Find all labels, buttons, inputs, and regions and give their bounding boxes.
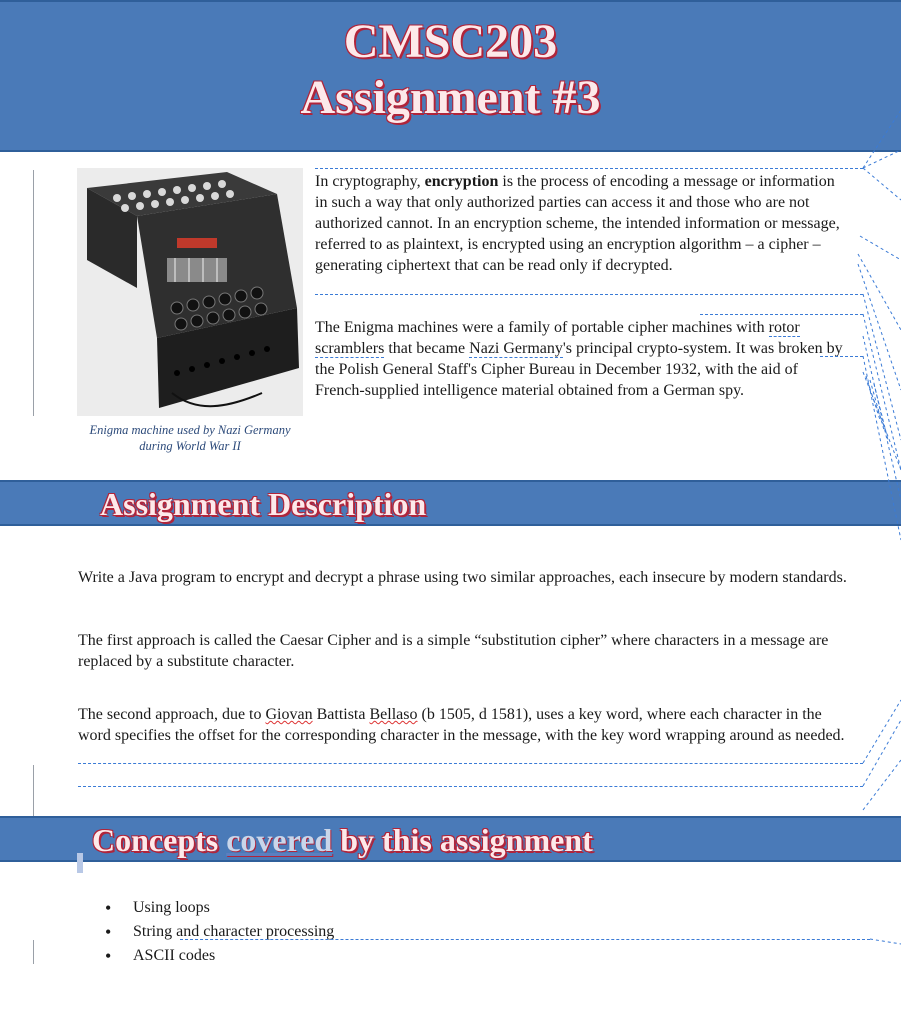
spelling-flagged-word[interactable]: Bellaso	[369, 706, 418, 723]
comment-leader-line	[315, 294, 863, 295]
text-run: (b 1505, d 1581), uses a key word, where each character in the word specifies the offset for the corresponding character in the message, with the key word wrapping around as needed.	[78, 706, 845, 744]
figure-caption-line1: Enigma machine used by Nazi Germany	[89, 423, 291, 437]
comment-leader-line	[78, 763, 863, 764]
enigma-paragraph	[315, 317, 845, 401]
comment-leader-line	[78, 786, 863, 787]
cursor-marker	[77, 853, 83, 873]
text-run: Battista	[312, 706, 370, 723]
concepts-heading	[92, 820, 593, 860]
list-item: • String and character processing	[105, 920, 334, 944]
cryptosystem-link[interactable]: crypto-system	[636, 340, 728, 357]
comment-leader-line	[180, 939, 870, 940]
text-run: machines with	[667, 319, 769, 336]
text-run: 's principal	[562, 340, 637, 357]
description-banner	[0, 480, 901, 526]
figure-caption-line2: during World War II	[139, 439, 241, 453]
comment-leader-line	[820, 356, 863, 357]
title-banner	[0, 0, 901, 152]
cipher-link[interactable]: cipher	[768, 236, 809, 253]
comment-leader-line	[700, 314, 863, 315]
text-run: . It was broken by	[727, 340, 843, 357]
tracked-change-word[interactable]: covered	[226, 822, 333, 858]
heading-run: Concepts	[92, 822, 227, 858]
cipher-link[interactable]: cipher	[627, 319, 668, 336]
concepts-banner	[0, 816, 901, 862]
change-bar	[33, 940, 34, 964]
text-run: The second approach, due to	[78, 706, 266, 723]
encryption-paragraph	[315, 171, 845, 276]
list-item: • ASCII codes	[105, 944, 334, 968]
text-run: , is encrypted using an encryption algorithm – a	[459, 236, 769, 253]
plaintext-link[interactable]: plaintext	[403, 236, 460, 253]
concepts-list	[105, 896, 334, 968]
spelling-flagged-word[interactable]: Giovan	[265, 706, 313, 723]
text-run: – generating	[315, 236, 821, 274]
text-run: In cryptography,	[315, 173, 425, 190]
description-paragraph-1: Write a Java program to encrypt and decrypt a phrase using two similar approaches, each insecure by modern standards.	[78, 569, 847, 586]
rotor-scramblers-link[interactable]: rotor scramblers	[315, 319, 800, 357]
text-run: is the process of encoding a message or information in such a way that only authorized parties can access it and those who are not authorized cannot. In an encryption scheme, the intended information or message, referred to as	[315, 173, 840, 253]
nazi-germany-link[interactable]: Nazi Germany	[469, 340, 563, 357]
encryption-term: encryption	[424, 173, 499, 190]
description-paragraph-2: The first approach is called the Caesar Cipher and is a simple “substitution cipher” where characters in a message are replaced by a substitute character.	[78, 632, 829, 670]
doc-title-course: CMSC203	[343, 15, 558, 68]
heading-run: by this assignment	[332, 822, 593, 858]
list-item: • Using loops	[105, 896, 334, 920]
cipher-bureau-link[interactable]: the Polish General Staff's Cipher Bureau	[315, 361, 575, 378]
description-heading: Assignment Description	[100, 486, 427, 522]
doc-title-assignment: Assignment #3	[300, 71, 601, 124]
text-run: that can be read only if decrypted.	[450, 257, 673, 274]
comment-leader-line	[315, 168, 863, 169]
figure-caption	[70, 422, 310, 454]
description-paragraph-3	[78, 704, 848, 746]
enigma-machine-image	[77, 168, 303, 416]
text-run: in December 1932, with the aid of French-supplied intelligence material obtained from a German spy.	[315, 361, 798, 399]
text-run: The Enigma machines were a family of portable	[315, 319, 628, 336]
change-bar	[33, 170, 34, 416]
text-run: that became	[384, 340, 470, 357]
ciphertext-link[interactable]: ciphertext	[386, 257, 451, 274]
